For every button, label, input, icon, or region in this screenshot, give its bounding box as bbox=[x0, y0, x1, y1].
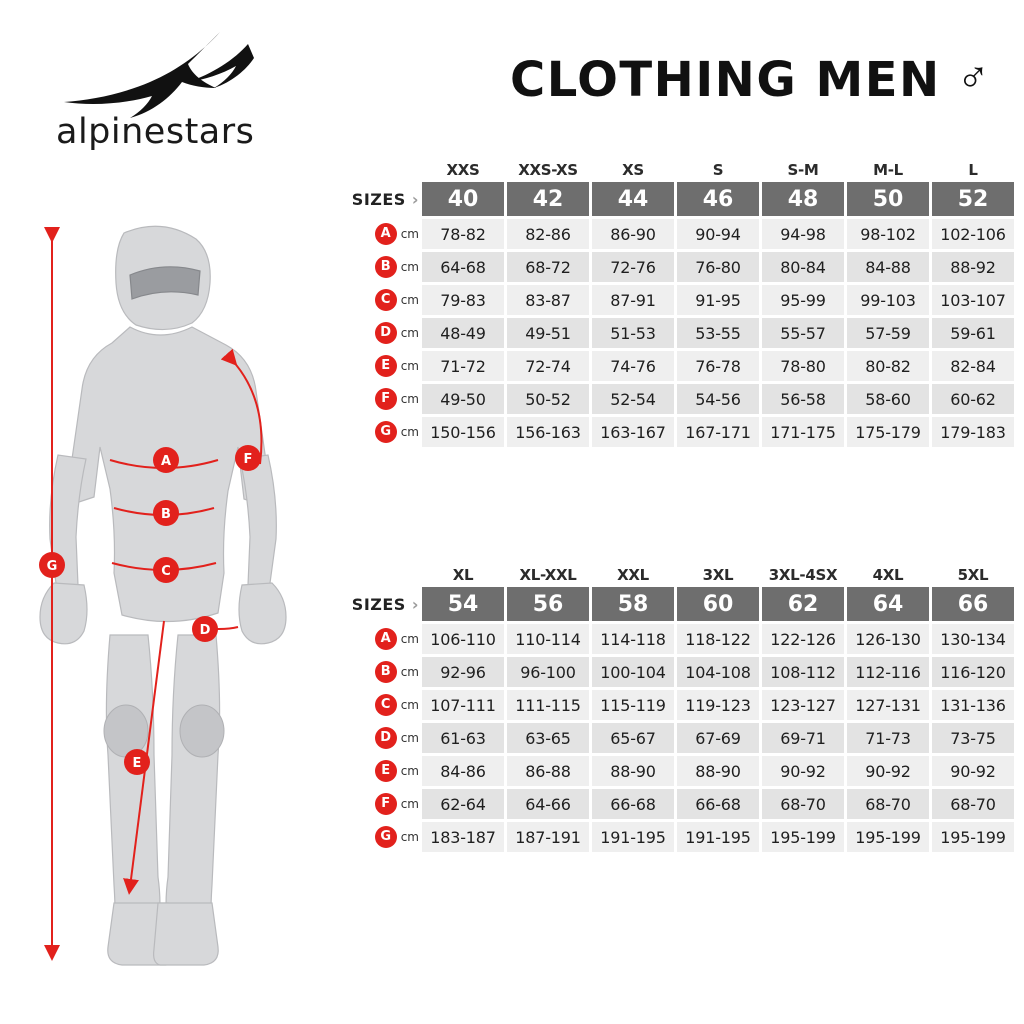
table-corner bbox=[315, 558, 419, 584]
measure-label-cell bbox=[315, 690, 419, 720]
measure-cell: 50-52 bbox=[507, 384, 589, 414]
measure-cell: 68-70 bbox=[847, 789, 929, 819]
size-name-header: L bbox=[968, 161, 978, 179]
measure-cell: 76-78 bbox=[677, 351, 759, 381]
measure-cell: 191-195 bbox=[677, 822, 759, 852]
measure-badge-d: D bbox=[375, 322, 397, 344]
measure-cell: 86-88 bbox=[507, 756, 589, 786]
measure-cell: 72-76 bbox=[592, 252, 674, 282]
svg-text:C: C bbox=[161, 564, 171, 579]
size-number-header-row bbox=[315, 587, 1014, 621]
size-table-2 bbox=[312, 555, 1017, 855]
measure-cell: 88-92 bbox=[932, 252, 1014, 282]
table-row bbox=[315, 624, 1014, 654]
unit-label: cm bbox=[400, 731, 419, 745]
size-table-1 bbox=[312, 150, 1017, 450]
svg-text:G: G bbox=[46, 559, 58, 574]
measure-cell: 108-112 bbox=[762, 657, 844, 687]
table-row bbox=[315, 822, 1014, 852]
size-name-header-row bbox=[315, 558, 1014, 584]
svg-text:A: A bbox=[160, 454, 172, 469]
unit-label: cm bbox=[400, 764, 419, 778]
male-rider-measurement-diagram bbox=[18, 215, 308, 975]
measure-cell: 68-70 bbox=[762, 789, 844, 819]
size-number-header: 54 bbox=[422, 587, 504, 621]
measure-cell: 65-67 bbox=[592, 723, 674, 753]
measure-cell: 131-136 bbox=[932, 690, 1014, 720]
measure-label-cell bbox=[315, 318, 419, 348]
measure-label-cell bbox=[315, 657, 419, 687]
table-row bbox=[315, 285, 1014, 315]
size-number-header: 62 bbox=[762, 587, 844, 621]
measure-label-cell bbox=[315, 351, 419, 381]
measure-cell: 95-99 bbox=[762, 285, 844, 315]
measure-cell: 99-103 bbox=[847, 285, 929, 315]
measure-cell: 175-179 bbox=[847, 417, 929, 447]
size-number-header: 56 bbox=[507, 587, 589, 621]
measure-cell: 92-96 bbox=[422, 657, 504, 687]
measure-cell: 167-171 bbox=[677, 417, 759, 447]
measure-cell: 107-111 bbox=[422, 690, 504, 720]
sizes-label: SIZES bbox=[351, 594, 406, 614]
sizes-label: SIZES bbox=[351, 189, 406, 209]
measure-cell: 60-62 bbox=[932, 384, 1014, 414]
measure-cell: 183-187 bbox=[422, 822, 504, 852]
size-number-header: 50 bbox=[847, 182, 929, 216]
measure-cell: 195-199 bbox=[762, 822, 844, 852]
size-name-header: XXL bbox=[617, 566, 649, 584]
measure-cell: 112-116 bbox=[847, 657, 929, 687]
size-name-header: XXS-XS bbox=[518, 161, 578, 179]
svg-text:D: D bbox=[199, 623, 211, 638]
measure-label-cell bbox=[315, 789, 419, 819]
svg-text:E: E bbox=[132, 756, 142, 771]
measure-label-cell bbox=[315, 624, 419, 654]
table-row bbox=[315, 789, 1014, 819]
measure-cell: 195-199 bbox=[932, 822, 1014, 852]
measure-cell: 82-86 bbox=[507, 219, 589, 249]
measure-cell: 71-72 bbox=[422, 351, 504, 381]
measure-cell: 84-88 bbox=[847, 252, 929, 282]
measure-cell: 150-156 bbox=[422, 417, 504, 447]
measure-cell: 78-80 bbox=[762, 351, 844, 381]
table-row bbox=[315, 318, 1014, 348]
measure-cell: 100-104 bbox=[592, 657, 674, 687]
page-title: CLOTHING MEN bbox=[510, 52, 941, 108]
measure-cell: 98-102 bbox=[847, 219, 929, 249]
size-number-header: 58 bbox=[592, 587, 674, 621]
measure-cell: 51-53 bbox=[592, 318, 674, 348]
size-table-extended bbox=[312, 555, 1017, 855]
unit-label: cm bbox=[400, 260, 419, 274]
size-number-header: 40 bbox=[422, 182, 504, 216]
measure-cell: 53-55 bbox=[677, 318, 759, 348]
measure-label-cell bbox=[315, 822, 419, 852]
measure-cell: 130-134 bbox=[932, 624, 1014, 654]
measure-cell: 59-61 bbox=[932, 318, 1014, 348]
size-number-header: 42 bbox=[507, 182, 589, 216]
table-row bbox=[315, 219, 1014, 249]
measure-cell: 49-51 bbox=[507, 318, 589, 348]
measure-cell: 68-72 bbox=[507, 252, 589, 282]
size-number-header: 64 bbox=[847, 587, 929, 621]
measure-cell: 49-50 bbox=[422, 384, 504, 414]
unit-label: cm bbox=[400, 392, 419, 406]
size-name-header: S bbox=[712, 161, 724, 179]
unit-label: cm bbox=[400, 227, 419, 241]
measure-badge-g: G bbox=[375, 421, 397, 443]
size-name-header-row bbox=[315, 153, 1014, 179]
size-number-header: 44 bbox=[592, 182, 674, 216]
measure-cell: 84-86 bbox=[422, 756, 504, 786]
measure-cell: 171-175 bbox=[762, 417, 844, 447]
unit-label: cm bbox=[400, 326, 419, 340]
measure-badge-e: E bbox=[375, 760, 397, 782]
measure-cell: 96-100 bbox=[507, 657, 589, 687]
measure-cell: 195-199 bbox=[847, 822, 929, 852]
measure-cell: 88-90 bbox=[677, 756, 759, 786]
size-name-header: 4XL bbox=[872, 566, 904, 584]
measure-cell: 115-119 bbox=[592, 690, 674, 720]
measure-cell: 91-95 bbox=[677, 285, 759, 315]
measure-cell: 126-130 bbox=[847, 624, 929, 654]
measure-badge-f: F bbox=[375, 388, 397, 410]
svg-text:B: B bbox=[161, 507, 171, 522]
measure-cell: 69-71 bbox=[762, 723, 844, 753]
measure-cell: 90-94 bbox=[677, 219, 759, 249]
measure-badge-b: B bbox=[375, 661, 397, 683]
measure-badge-d: D bbox=[375, 727, 397, 749]
measure-cell: 119-123 bbox=[677, 690, 759, 720]
measure-cell: 90-92 bbox=[762, 756, 844, 786]
measure-badge-e: E bbox=[375, 355, 397, 377]
measure-cell: 116-120 bbox=[932, 657, 1014, 687]
measure-label-cell bbox=[315, 384, 419, 414]
measure-cell: 52-54 bbox=[592, 384, 674, 414]
table-row bbox=[315, 252, 1014, 282]
unit-label: cm bbox=[400, 359, 419, 373]
measure-cell: 127-131 bbox=[847, 690, 929, 720]
size-name-header: M-L bbox=[873, 161, 903, 179]
measure-cell: 76-80 bbox=[677, 252, 759, 282]
measure-cell: 102-106 bbox=[932, 219, 1014, 249]
measure-cell: 103-107 bbox=[932, 285, 1014, 315]
svg-text:F: F bbox=[243, 452, 253, 467]
measure-cell: 57-59 bbox=[847, 318, 929, 348]
measure-cell: 80-84 bbox=[762, 252, 844, 282]
measure-cell: 163-167 bbox=[592, 417, 674, 447]
measure-cell: 88-90 bbox=[592, 756, 674, 786]
unit-label: cm bbox=[400, 797, 419, 811]
measure-cell: 54-56 bbox=[677, 384, 759, 414]
measure-cell: 64-68 bbox=[422, 252, 504, 282]
table-row bbox=[315, 657, 1014, 687]
male-symbol-icon: ♂ bbox=[956, 53, 990, 102]
measure-cell: 67-69 bbox=[677, 723, 759, 753]
page-title-group bbox=[510, 52, 990, 108]
size-name-header: XS bbox=[622, 161, 644, 179]
size-name-header: XL-XXL bbox=[519, 566, 577, 584]
measure-cell: 122-126 bbox=[762, 624, 844, 654]
measure-cell: 114-118 bbox=[592, 624, 674, 654]
size-number-header: 46 bbox=[677, 182, 759, 216]
measure-label-cell bbox=[315, 219, 419, 249]
measure-cell: 68-70 bbox=[932, 789, 1014, 819]
measure-badge-a: A bbox=[375, 223, 397, 245]
unit-label: cm bbox=[400, 632, 419, 646]
brand-wordmark: alpinestars bbox=[56, 112, 255, 152]
table-row bbox=[315, 690, 1014, 720]
measure-cell: 191-195 bbox=[592, 822, 674, 852]
measure-label-cell bbox=[315, 756, 419, 786]
table-row bbox=[315, 417, 1014, 447]
measure-cell: 74-76 bbox=[592, 351, 674, 381]
table-row bbox=[315, 384, 1014, 414]
measure-cell: 82-84 bbox=[932, 351, 1014, 381]
measure-badge-c: C bbox=[375, 694, 397, 716]
sizes-label-cell bbox=[315, 182, 419, 216]
size-number-header: 60 bbox=[677, 587, 759, 621]
measure-cell: 73-75 bbox=[932, 723, 1014, 753]
rider-illustration bbox=[18, 215, 308, 975]
size-number-header: 66 bbox=[932, 587, 1014, 621]
table-row bbox=[315, 723, 1014, 753]
measure-cell: 104-108 bbox=[677, 657, 759, 687]
measure-label-cell bbox=[315, 252, 419, 282]
unit-label: cm bbox=[400, 698, 419, 712]
unit-label: cm bbox=[400, 830, 419, 844]
measure-cell: 156-163 bbox=[507, 417, 589, 447]
measure-cell: 110-114 bbox=[507, 624, 589, 654]
size-name-header: 3XL-4SX bbox=[768, 566, 838, 584]
measure-cell: 64-66 bbox=[507, 789, 589, 819]
measure-label-cell bbox=[315, 417, 419, 447]
measure-cell: 83-87 bbox=[507, 285, 589, 315]
measure-cell: 61-63 bbox=[422, 723, 504, 753]
measure-cell: 66-68 bbox=[592, 789, 674, 819]
measure-cell: 86-90 bbox=[592, 219, 674, 249]
measure-cell: 62-64 bbox=[422, 789, 504, 819]
sizes-label-cell bbox=[315, 587, 419, 621]
measure-cell: 55-57 bbox=[762, 318, 844, 348]
measure-cell: 72-74 bbox=[507, 351, 589, 381]
chevron-right-icon: › bbox=[411, 189, 419, 209]
unit-label: cm bbox=[400, 293, 419, 307]
size-number-header: 48 bbox=[762, 182, 844, 216]
alpinestars-star-icon bbox=[52, 26, 282, 118]
measure-badge-c: C bbox=[375, 289, 397, 311]
measure-badge-f: F bbox=[375, 793, 397, 815]
measure-cell: 58-60 bbox=[847, 384, 929, 414]
table-corner bbox=[315, 153, 419, 179]
measure-cell: 118-122 bbox=[677, 624, 759, 654]
measure-cell: 87-91 bbox=[592, 285, 674, 315]
size-number-header: 52 bbox=[932, 182, 1014, 216]
measure-cell: 179-183 bbox=[932, 417, 1014, 447]
measure-badge-g: G bbox=[375, 826, 397, 848]
measure-cell: 123-127 bbox=[762, 690, 844, 720]
chevron-right-icon: › bbox=[411, 594, 419, 614]
measure-cell: 66-68 bbox=[677, 789, 759, 819]
measure-cell: 78-82 bbox=[422, 219, 504, 249]
measure-cell: 48-49 bbox=[422, 318, 504, 348]
measure-badge-b: B bbox=[375, 256, 397, 278]
measure-cell: 56-58 bbox=[762, 384, 844, 414]
measure-cell: 71-73 bbox=[847, 723, 929, 753]
table-row bbox=[315, 351, 1014, 381]
unit-label: cm bbox=[400, 665, 419, 679]
measure-cell: 90-92 bbox=[847, 756, 929, 786]
size-table-standard bbox=[312, 150, 1017, 450]
unit-label: cm bbox=[400, 425, 419, 439]
size-name-header: S-M bbox=[787, 161, 819, 179]
table-row bbox=[315, 756, 1014, 786]
measure-cell: 80-82 bbox=[847, 351, 929, 381]
size-name-header: XL bbox=[452, 566, 474, 584]
measure-badge-a: A bbox=[375, 628, 397, 650]
size-name-header: XXS bbox=[446, 161, 480, 179]
size-name-header: 3XL bbox=[702, 566, 734, 584]
measure-cell: 111-115 bbox=[507, 690, 589, 720]
measure-cell: 94-98 bbox=[762, 219, 844, 249]
measure-cell: 106-110 bbox=[422, 624, 504, 654]
measure-cell: 79-83 bbox=[422, 285, 504, 315]
measure-label-cell bbox=[315, 723, 419, 753]
measure-cell: 63-65 bbox=[507, 723, 589, 753]
brand-logo bbox=[52, 26, 312, 166]
size-name-header: 5XL bbox=[957, 566, 989, 584]
measure-label-cell bbox=[315, 285, 419, 315]
measure-cell: 90-92 bbox=[932, 756, 1014, 786]
size-number-header-row bbox=[315, 182, 1014, 216]
measure-cell: 187-191 bbox=[507, 822, 589, 852]
